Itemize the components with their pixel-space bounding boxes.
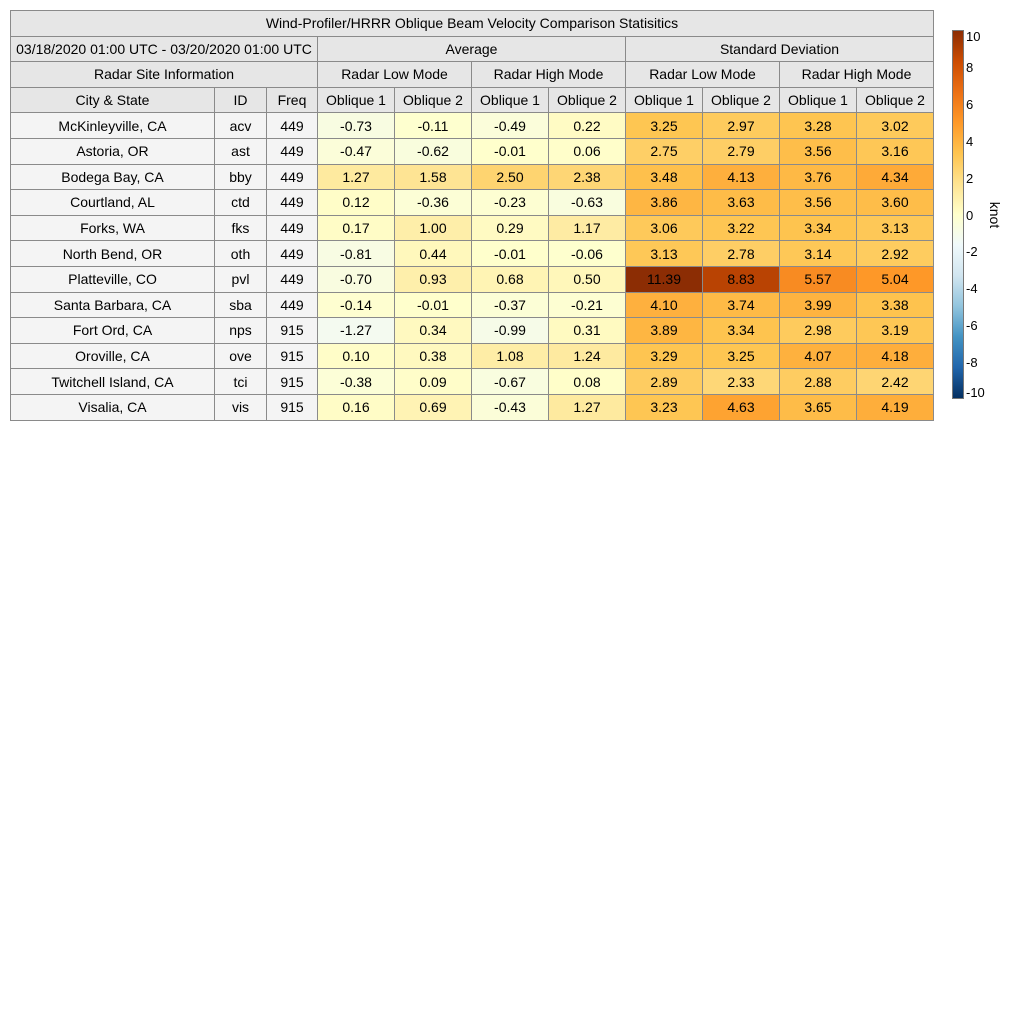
heatmap-cell: -0.73 xyxy=(318,113,395,139)
column-header: Oblique 2 xyxy=(857,87,934,113)
stats-table xyxy=(10,10,934,421)
heatmap-cell: 0.93 xyxy=(395,266,472,292)
colorbar-tick-label: 4 xyxy=(966,133,974,149)
heatmap-cell: 1.08 xyxy=(472,343,549,369)
heatmap-cell: 0.17 xyxy=(318,215,395,241)
column-header: City & State xyxy=(11,87,215,113)
heatmap-cell: 3.14 xyxy=(780,241,857,267)
heatmap-cell: 4.13 xyxy=(703,164,780,190)
heatmap-cell: 2.79 xyxy=(703,138,780,164)
colorbar-tick-label: -10 xyxy=(966,385,985,400)
table-row xyxy=(11,292,934,318)
heatmap-cell: 2.42 xyxy=(857,369,934,395)
heatmap-cell: 3.48 xyxy=(626,164,703,190)
site-city-cell: Platteville, CO xyxy=(11,266,215,292)
heatmap-cell: -0.36 xyxy=(395,190,472,216)
heatmap-cell: 3.86 xyxy=(626,190,703,216)
heatmap-cell: 3.25 xyxy=(703,343,780,369)
heatmap-cell: 2.38 xyxy=(549,164,626,190)
heatmap-cell: -0.01 xyxy=(395,292,472,318)
heatmap-cell: 3.25 xyxy=(626,113,703,139)
site-city-cell: McKinleyville, CA xyxy=(11,113,215,139)
heatmap-cell: 3.23 xyxy=(626,394,703,420)
heatmap-cell: 3.65 xyxy=(780,394,857,420)
heatmap-cell: 1.00 xyxy=(395,215,472,241)
heatmap-cell: 3.99 xyxy=(780,292,857,318)
heatmap-cell: 2.88 xyxy=(780,369,857,395)
heatmap-cell: 3.63 xyxy=(703,190,780,216)
site-id-cell: ctd xyxy=(215,190,267,216)
colorbar xyxy=(952,30,964,399)
heatmap-cell: 3.76 xyxy=(780,164,857,190)
column-header: Oblique 2 xyxy=(395,87,472,113)
date-range: 03/18/2020 01:00 UTC - 03/20/2020 01:00 UTC xyxy=(11,36,318,62)
heatmap-cell: 4.19 xyxy=(857,394,934,420)
heatmap-cell: 2.98 xyxy=(780,318,857,344)
colorbar-tick-label: 0 xyxy=(966,207,974,223)
site-id-cell: ast xyxy=(215,138,267,164)
group-header-average: Average xyxy=(318,36,626,62)
heatmap-cell: 0.29 xyxy=(472,215,549,241)
heatmap-cell: -0.06 xyxy=(549,241,626,267)
heatmap-cell: -0.01 xyxy=(472,241,549,267)
heatmap-cell: -0.38 xyxy=(318,369,395,395)
table-row xyxy=(11,190,934,216)
site-id-cell: pvl xyxy=(215,266,267,292)
colorbar-tick-label: -2 xyxy=(966,244,978,260)
heatmap-cell: 3.28 xyxy=(780,113,857,139)
table-row xyxy=(11,113,934,139)
heatmap-cell: -0.99 xyxy=(472,318,549,344)
heatmap-cell: 0.44 xyxy=(395,241,472,267)
column-header: ID xyxy=(215,87,267,113)
column-header: Oblique 2 xyxy=(703,87,780,113)
colorbar-tick-label: 8 xyxy=(966,59,974,75)
heatmap-cell: 4.63 xyxy=(703,394,780,420)
heatmap-cell: 0.22 xyxy=(549,113,626,139)
site-info-header: Radar Site Information xyxy=(11,62,318,88)
table-row xyxy=(11,138,934,164)
heatmap-cell: 1.24 xyxy=(549,343,626,369)
column-header: Oblique 1 xyxy=(318,87,395,113)
table-row xyxy=(11,394,934,420)
heatmap-cell: -0.43 xyxy=(472,394,549,420)
heatmap-cell: 5.04 xyxy=(857,266,934,292)
heatmap-cell: 3.34 xyxy=(780,215,857,241)
heatmap-cell: 2.78 xyxy=(703,241,780,267)
heatmap-cell: -0.63 xyxy=(549,190,626,216)
site-freq-cell: 915 xyxy=(267,318,318,344)
table-row xyxy=(11,241,934,267)
heatmap-cell: 1.17 xyxy=(549,215,626,241)
heatmap-cell: 3.02 xyxy=(857,113,934,139)
table-row xyxy=(11,266,934,292)
heatmap-cell: 1.58 xyxy=(395,164,472,190)
heatmap-cell: 3.56 xyxy=(780,138,857,164)
site-id-cell: sba xyxy=(215,292,267,318)
heatmap-cell: 0.68 xyxy=(472,266,549,292)
column-header: Oblique 1 xyxy=(472,87,549,113)
colorbar-tick-label: -6 xyxy=(966,318,978,334)
heatmap-cell: -0.47 xyxy=(318,138,395,164)
column-header: Oblique 1 xyxy=(626,87,703,113)
table-row xyxy=(11,215,934,241)
site-city-cell: Courtland, AL xyxy=(11,190,215,216)
heatmap-cell: 3.13 xyxy=(626,241,703,267)
heatmap-cell: 0.34 xyxy=(395,318,472,344)
site-id-cell: tci xyxy=(215,369,267,395)
heatmap-cell: 2.50 xyxy=(472,164,549,190)
site-city-cell: Twitchell Island, CA xyxy=(11,369,215,395)
heatmap-cell: 8.83 xyxy=(703,266,780,292)
heatmap-cell: -0.21 xyxy=(549,292,626,318)
site-freq-cell: 915 xyxy=(267,343,318,369)
heatmap-cell: 5.57 xyxy=(780,266,857,292)
heatmap-cell: 3.19 xyxy=(857,318,934,344)
colorbar-tick-label: 6 xyxy=(966,96,974,112)
site-city-cell: Astoria, OR xyxy=(11,138,215,164)
heatmap-cell: 4.18 xyxy=(857,343,934,369)
heatmap-cell: 0.31 xyxy=(549,318,626,344)
heatmap-cell: -1.27 xyxy=(318,318,395,344)
heatmap-cell: 0.12 xyxy=(318,190,395,216)
heatmap-cell: -0.23 xyxy=(472,190,549,216)
table-row xyxy=(11,164,934,190)
heatmap-cell: 0.06 xyxy=(549,138,626,164)
site-id-cell: fks xyxy=(215,215,267,241)
heatmap-cell: 0.69 xyxy=(395,394,472,420)
heatmap-cell: 3.29 xyxy=(626,343,703,369)
heatmap-cell: 0.16 xyxy=(318,394,395,420)
site-freq-cell: 449 xyxy=(267,190,318,216)
site-city-cell: Santa Barbara, CA xyxy=(11,292,215,318)
heatmap-cell: 3.60 xyxy=(857,190,934,216)
heatmap-cell: 0.08 xyxy=(549,369,626,395)
heatmap-cell: 3.34 xyxy=(703,318,780,344)
site-freq-cell: 449 xyxy=(267,241,318,267)
heatmap-cell: -0.49 xyxy=(472,113,549,139)
site-id-cell: nps xyxy=(215,318,267,344)
heatmap-cell: 2.97 xyxy=(703,113,780,139)
site-freq-cell: 915 xyxy=(267,394,318,420)
heatmap-cell: -0.62 xyxy=(395,138,472,164)
heatmap-cell: -0.37 xyxy=(472,292,549,318)
mode-header: Radar Low Mode xyxy=(626,62,780,88)
site-id-cell: ove xyxy=(215,343,267,369)
colorbar-tick-label: -4 xyxy=(966,281,978,297)
heatmap-cell: 0.09 xyxy=(395,369,472,395)
site-freq-cell: 449 xyxy=(267,138,318,164)
heatmap-cell: 1.27 xyxy=(549,394,626,420)
site-city-cell: Oroville, CA xyxy=(11,343,215,369)
site-freq-cell: 449 xyxy=(267,113,318,139)
heatmap-cell: 2.33 xyxy=(703,369,780,395)
heatmap-cell: 3.56 xyxy=(780,190,857,216)
table-title: Wind-Profiler/HRRR Oblique Beam Velocity Comparison Statisitics xyxy=(11,11,934,37)
heatmap-cell: -0.70 xyxy=(318,266,395,292)
heatmap-cell: 2.75 xyxy=(626,138,703,164)
group-header-standard-deviation: Standard Deviation xyxy=(626,36,934,62)
table-row xyxy=(11,369,934,395)
site-city-cell: North Bend, OR xyxy=(11,241,215,267)
site-city-cell: Forks, WA xyxy=(11,215,215,241)
heatmap-cell: 0.38 xyxy=(395,343,472,369)
table-row xyxy=(11,343,934,369)
heatmap-cell: 4.07 xyxy=(780,343,857,369)
heatmap-cell: 2.89 xyxy=(626,369,703,395)
heatmap-cell: 3.13 xyxy=(857,215,934,241)
heatmap-cell: 4.34 xyxy=(857,164,934,190)
site-freq-cell: 449 xyxy=(267,164,318,190)
column-header: Oblique 1 xyxy=(780,87,857,113)
heatmap-cell: -0.81 xyxy=(318,241,395,267)
heatmap-cell: 3.89 xyxy=(626,318,703,344)
heatmap-cell: 3.06 xyxy=(626,215,703,241)
heatmap-cell: -0.01 xyxy=(472,138,549,164)
mode-header: Radar High Mode xyxy=(472,62,626,88)
table-row xyxy=(11,318,934,344)
heatmap-cell: 4.10 xyxy=(626,292,703,318)
site-id-cell: bby xyxy=(215,164,267,190)
site-id-cell: acv xyxy=(215,113,267,139)
site-freq-cell: 449 xyxy=(267,292,318,318)
heatmap-cell: 3.16 xyxy=(857,138,934,164)
site-id-cell: vis xyxy=(215,394,267,420)
heatmap-cell: 0.50 xyxy=(549,266,626,292)
colorbar-unit-label: knot xyxy=(987,201,1003,229)
mode-header: Radar Low Mode xyxy=(318,62,472,88)
heatmap-cell: 0.10 xyxy=(318,343,395,369)
site-freq-cell: 915 xyxy=(267,369,318,395)
heatmap-cell: 3.22 xyxy=(703,215,780,241)
colorbar-tick-label: 10 xyxy=(966,29,981,44)
heatmap-cell: 3.38 xyxy=(857,292,934,318)
colorbar-tick-label: 2 xyxy=(966,170,974,186)
site-freq-cell: 449 xyxy=(267,266,318,292)
heatmap-cell: 3.74 xyxy=(703,292,780,318)
site-freq-cell: 449 xyxy=(267,215,318,241)
heatmap-cell: 2.92 xyxy=(857,241,934,267)
mode-header: Radar High Mode xyxy=(780,62,934,88)
site-city-cell: Bodega Bay, CA xyxy=(11,164,215,190)
heatmap-cell: 1.27 xyxy=(318,164,395,190)
heatmap-cell: -0.67 xyxy=(472,369,549,395)
column-header: Oblique 2 xyxy=(549,87,626,113)
heatmap-cell: -0.14 xyxy=(318,292,395,318)
column-header: Freq xyxy=(267,87,318,113)
site-city-cell: Visalia, CA xyxy=(11,394,215,420)
site-id-cell: oth xyxy=(215,241,267,267)
site-city-cell: Fort Ord, CA xyxy=(11,318,215,344)
heatmap-cell: 11.39 xyxy=(626,266,703,292)
heatmap-cell: -0.11 xyxy=(395,113,472,139)
colorbar-tick-label: -8 xyxy=(966,355,978,371)
